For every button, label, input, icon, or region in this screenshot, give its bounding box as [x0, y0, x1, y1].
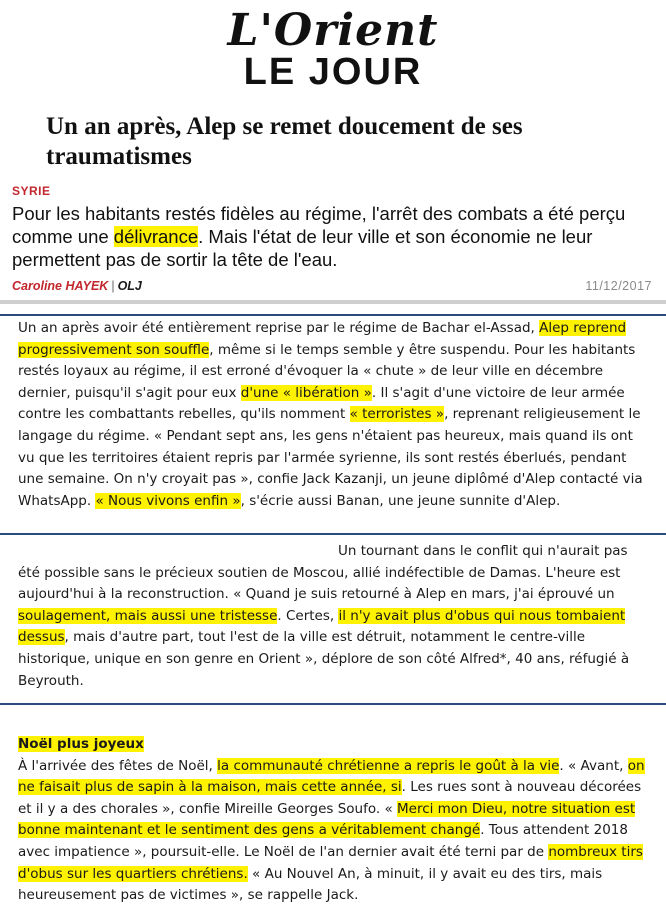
paragraph-text: , mais d'autre part, tout l'est de la ville est détruit, notamment le centre-ville historique, unique en son genre en Orient », déplore de son côté Alfred*, 40 ans, réfugié à Beyrouth.: [18, 629, 630, 689]
paragraph-text: , s'écrie aussi Banan, une jeune sunnite d'Alep.: [240, 492, 561, 509]
divider: [0, 533, 666, 535]
author-link[interactable]: Caroline HAYEK: [12, 279, 109, 293]
masthead-bottom-word: LE JOUR: [243, 51, 423, 93]
lead-text-end: . Mais l'état de leur ville et son économie ne leur permettent pas de sortir la tête de l'eau.: [12, 226, 593, 270]
divider: [0, 314, 666, 316]
paragraph-text: Un an après avoir été entièrement reprise par le régime de Bachar el-Assad,: [18, 320, 540, 336]
lead-text: Pour les habitants restés fidèles au régime, l'arrêt des combats a été perçu comme une: [12, 203, 626, 247]
paragraph-text: , reprenant religieusement le langage du régime. « Pendant sept ans, les gens n'étaient pas heureux, mais quand ils ont vu que les territoires étaient repris par l'armée syrienne, ils sont restés éberlués, pendant une semaine. On n'y croyait pas », confie Jack Kazanji, un jeune diplômé d'Alep contacté via WhatsApp.: [18, 406, 643, 509]
divider: [0, 703, 666, 705]
section-label[interactable]: SYRIE: [12, 184, 51, 198]
highlight: d'une « libération »: [240, 384, 372, 401]
article-lead: [12, 202, 652, 271]
subheading: Noël plus joyeux: [18, 736, 144, 752]
byline-separator: |: [111, 279, 115, 293]
article-paragraph-1: [18, 318, 652, 512]
paragraph-text: « Au Nouvel An, à minuit, il y avait eu des tirs, mais heureusement pas de victimes », se rappelle Jack.: [18, 865, 603, 904]
article-paragraph-3: [18, 734, 652, 907]
highlight: « terroristes »: [349, 406, 445, 423]
paragraph-text: . Certes,: [277, 607, 339, 624]
source-label: OLJ: [117, 279, 142, 293]
highlight: « Nous vivons enfin »: [95, 492, 241, 509]
highlight: la communauté chrétienne a repris le goût à la vie: [217, 757, 560, 774]
highlight: Merci mon Dieu, notre situation est bonne maintenant et le sentiment des gens a véritablement changé: [18, 800, 636, 839]
highlight: il n'y avait plus d'obus qui nous tombaient dessus: [18, 607, 626, 646]
lead-highlight: délivrance: [113, 226, 199, 247]
paragraph-text: Un tournant dans le conflit qui n'aurait pas été possible sans le précieux soutien de Moscou, allié indéfectible de Damas. L'heure est aujourd'hui à la reconstruction. « Quand je suis retourné à Alep en mars, j'ai éprouvé un: [18, 543, 628, 603]
highlight: nombreux tirs d'obus sur les quartiers chrétiens.: [18, 843, 643, 882]
paragraph-text: . Tous attendent 2018 avec impatience », poursuit-elle. Le Noël de l'an dernier avait été terni par de: [18, 822, 628, 860]
paragraph-text: . Il s'agit d'une victoire de leur armée contre les combattants rebelles, qu'ils nomment: [18, 384, 625, 423]
paragraph-text: , même si le temps semble y être suspendu. Pour les habitants restés loyaux au régime, il est erroné d'évoquer la « chute » de leur ville en décembre dernier, puisqu'il s'agit pour eux: [18, 341, 636, 401]
paragraph-text: . Les rues sont à nouveau décorées et il y a des chorales », confie Mireille Georges Soufo. «: [18, 779, 642, 817]
paragraph-text: À l'arrivée des fêtes de Noël,: [18, 757, 218, 774]
highlight: soulagement, mais aussi une tristesse: [18, 607, 278, 624]
highlight: on ne faisait plus de sapin à la maison, mais cette année, si: [18, 757, 645, 796]
byline: [12, 279, 652, 297]
article-headline: Un an après, Alep se remet doucement de ses traumatismes: [46, 113, 523, 170]
masthead-logo[interactable]: [0, 5, 666, 93]
masthead-top-word: L'Orient: [227, 5, 439, 56]
paragraph-text: . « Avant,: [559, 757, 628, 774]
publish-date: 11/12/2017: [585, 279, 652, 293]
article-paragraph-2: [18, 541, 652, 692]
highlight: Alep reprend progressivement son souffle: [18, 320, 627, 358]
divider: [0, 300, 666, 304]
